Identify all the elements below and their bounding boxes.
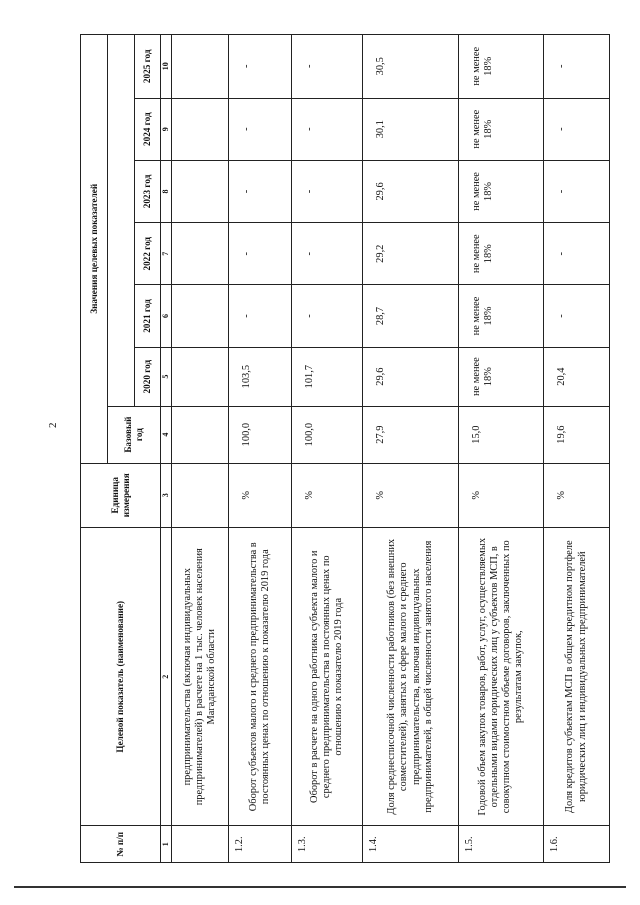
row-unit: % [363,463,459,527]
value-cell: 30,1 [363,98,459,160]
row-num: 1.3. [292,826,363,863]
col-number: 4 [161,406,172,463]
value-cell: 100,0 [292,406,363,463]
bottom-rule [14,886,626,888]
value-cell: 103,5 [229,347,292,406]
table-row [459,35,544,863]
row-indicator-name: Оборот субъектов малого и среднего предпринимательства в постоянных ценах по отношению к показателю 2019 года [229,527,292,826]
value-cell: - [292,223,363,285]
value-cell: 29,6 [363,160,459,222]
row-indicator-name: предпринимательства (включая индивидуальных предпринимателей) в расчете на 1 тыс. человек населения Магаданской области [172,527,229,826]
header-year-2022: 2022 год [135,223,161,285]
value-cell: не менее 18% [459,98,544,160]
value-cell: 29,6 [363,347,459,406]
col-number: 9 [161,98,172,160]
value-cell: - [292,35,363,99]
header-year-2024: 2024 год [135,98,161,160]
value-cell [172,98,229,160]
value-cell [172,285,229,347]
value-cell: - [544,285,610,347]
value-cell: 28,7 [363,285,459,347]
value-cell: 19,6 [544,406,610,463]
header-values-group: Значения целевых показателей [81,35,108,464]
header-base-year: Базовый год [108,406,161,463]
header-indicator: Целевой показатель (наименование) [81,527,161,826]
row-num: 1.2. [229,826,292,863]
value-cell: 15,0 [459,406,544,463]
value-cell: - [229,223,292,285]
value-cell [172,347,229,406]
row-indicator-name: Доля кредитов субъектам МСП в общем кредитном портфеле юридических лиц и индивидуальных предпринимателей [544,527,610,826]
value-cell: - [544,35,610,99]
rotated-table-wrapper [80,34,615,863]
value-cell: - [229,98,292,160]
header-num: № п/п [81,826,161,863]
col-number: 5 [161,347,172,406]
value-cell: не менее 18% [459,35,544,99]
value-cell: - [292,160,363,222]
value-cell: 27,9 [363,406,459,463]
value-cell: - [544,223,610,285]
row-unit: % [459,463,544,527]
table-row [172,35,229,863]
value-cell [172,35,229,99]
value-cell: - [292,285,363,347]
row-num: 1.4. [363,826,459,863]
header-year-2020: 2020 год [135,347,161,406]
table-row [363,35,459,863]
table-row [229,35,292,863]
row-unit: % [292,463,363,527]
header-year-2023: 2023 год [135,160,161,222]
header-years-spacer [108,35,135,407]
col-number: 2 [161,527,172,826]
col-number: 10 [161,35,172,99]
value-cell: не менее 18% [459,347,544,406]
value-cell: - [544,160,610,222]
row-indicator-name: Оборот в расчете на одного работника субъекта малого и среднего предпринимательства в постоянных ценах по отношению к показателю 2019 года [292,527,363,826]
col-number: 6 [161,285,172,347]
table-row [292,35,363,863]
table-row [544,35,610,863]
target-indicators-table [80,34,610,863]
row-indicator-name: Годовой объем закупок товаров, работ, услуг, осуществляемых отдельными видами юридических лиц у субъектов МСП, в совокупном стоимостном объеме договоров, заключенных по результатам закупок, [459,527,544,826]
value-cell [172,160,229,222]
col-number: 8 [161,160,172,222]
col-number: 3 [161,463,172,527]
value-cell: не менее 18% [459,223,544,285]
row-unit: % [544,463,610,527]
value-cell: 30,5 [363,35,459,99]
value-cell: - [292,98,363,160]
value-cell: 100,0 [229,406,292,463]
value-cell: не менее 18% [459,160,544,222]
value-cell: 29,2 [363,223,459,285]
header-unit: Единица измерения [81,463,161,527]
col-number: 7 [161,223,172,285]
value-cell: - [229,35,292,99]
value-cell: - [229,160,292,222]
value-cell [172,406,229,463]
col-number: 1 [161,826,172,863]
row-num: 1.6. [544,826,610,863]
row-num [172,826,229,863]
row-num: 1.5. [459,826,544,863]
value-cell [172,223,229,285]
value-cell: - [229,285,292,347]
row-unit [172,463,229,527]
row-unit: % [229,463,292,527]
header-year-2025: 2025 год [135,35,161,99]
row-indicator-name: Доля среднесписочной численности работников (без внешних совместителей), занятых в сфере малого и среднего предпринимательства, включая индивидуальных предпринимателей, в общей численности занятого населения [363,527,459,826]
page-number: 2 [47,422,59,428]
value-cell: - [544,98,610,160]
value-cell: не менее 18% [459,285,544,347]
value-cell: 20,4 [544,347,610,406]
header-year-2021: 2021 год [135,285,161,347]
value-cell: 101,7 [292,347,363,406]
